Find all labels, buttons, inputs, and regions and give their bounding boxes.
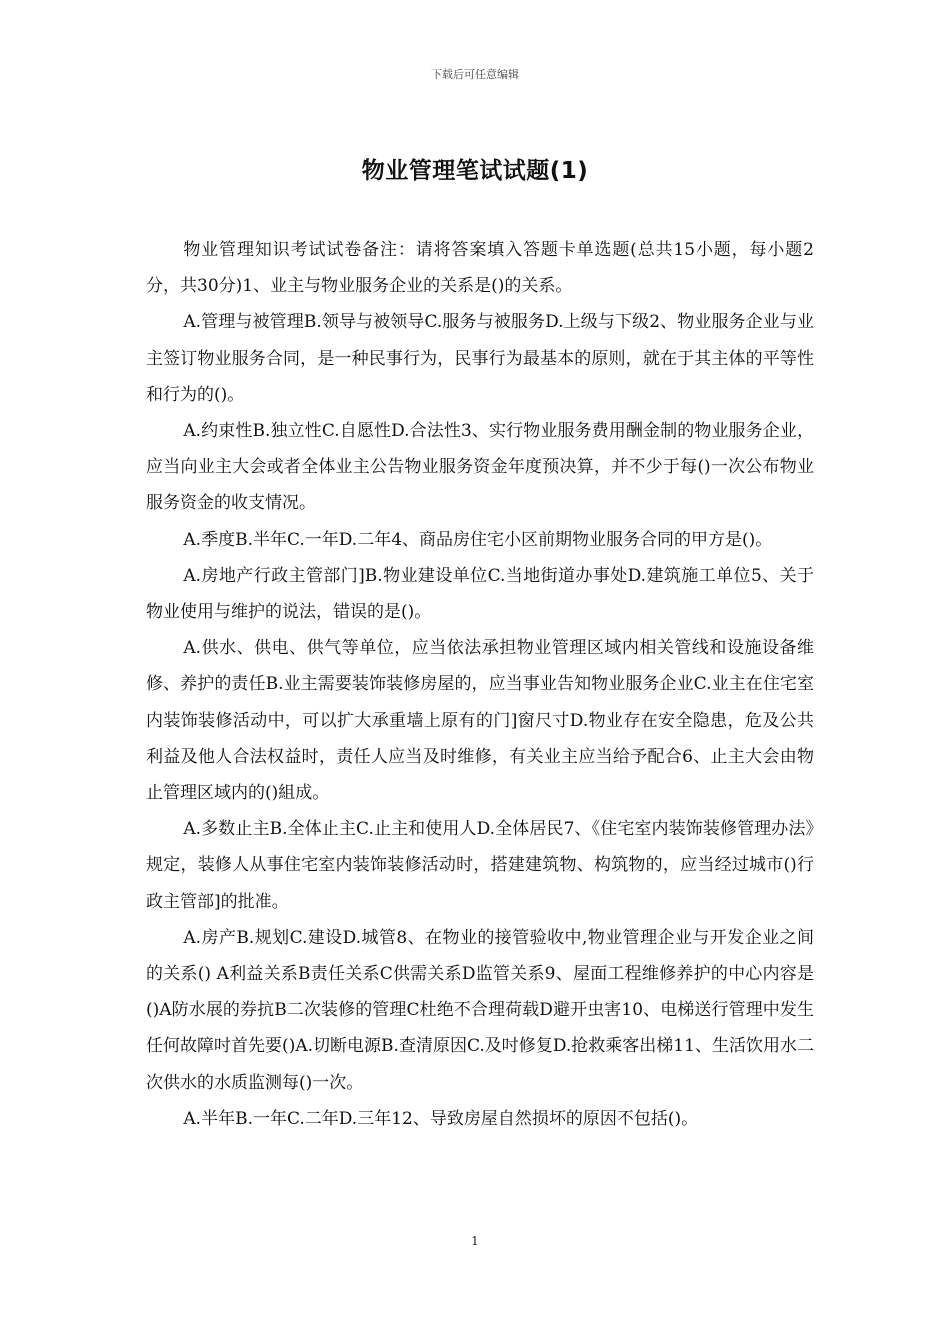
paragraph: A.半年B.一年C.二年D.三年12、导致房屋自然损坏的原因不包括()。 <box>183 1108 699 1129</box>
paragraph: A.供水、供电、供气等单位，应当依法承担物业管理区域内相关管线和设施设备维修、养护的责任B.业主需要装饰装修房屋的，应当事业告知物业服务企业C.业主在住宅室内装饰装修活动中，可以扩大承重墙上原有的门]窗尺寸D.物业存在安全隐患，危及公共利益及他人合法权益时，责任人应当及时维修，有关业主应当给予配合6、止主大会由物止管理区域内的()組成。 <box>146 638 814 804</box>
document-title: 物业管理笔试试题(1) <box>361 158 589 184</box>
paragraph: A.管理与被管理B.领导与被领导C.服务与被服务D.上级与下级2、物业服务企业与业主签订物业服务合同，是一种民事行为，民事行为最基本的原则，就在于其主体的平等性和行为的()。 <box>146 312 814 405</box>
paragraph: A.房产B.规划C.建设D.城管8、在物业的接管验收中,物业管理企业与开发企业之间的关系() A利益关系B责任关系C供需关系D监管关系9、屋面工程维修养护的中心内容是()A防水展的券抗B二次装修的管理C杜绝不合理荷载D避开虫害10、电梯送行管理中发生任何故障吋首先要()A.切断电源B.查清原因C.及吋修复D.抢救乘客出梯11、生活饮用水二次供水的水质监测每()一次。 <box>146 927 814 1093</box>
page-number: 1 <box>471 1234 479 1248</box>
paragraph: A.约束性B.独立性C.自愿性D.合法性3、实行物业服务费用酬金制的物业服务企业，应当向业主大会或者全体业主公告物业服务资金年度预决算，并不少于每()一次公布物业服务资金的收支情况。 <box>146 421 814 514</box>
paragraph: A.房地产行政主管部门]B.物业建设单位C.当地街道办事处D.建筑施工单位5、关于物业使用与维护的说法，错误的是()。 <box>146 565 814 623</box>
paragraph: 物业管理知识考试试卷备注：请将答案填入答题卡单选题(总共15小题，每小题2分，共30分)1、业主与物业服务企业的关系是()的关系。 <box>146 240 814 297</box>
document-body <box>146 232 814 1137</box>
paragraph: A.多数止主B.全体止主C.止主和使用人D.全体居民7、《住宅室内装饰装修管理办法》规定，装修人从事住宅室内装饰装修活动时，搭建建筑物、构筑物的，应当经过城市()行政主管部]的批准。 <box>146 819 814 912</box>
page-header-note: 下载后可任意编辑 <box>431 68 519 81</box>
paragraph: A.季度B.半年C.一年D.二年4、商品房住宅小区前期物业服务合同的甲方是()。 <box>183 529 773 550</box>
